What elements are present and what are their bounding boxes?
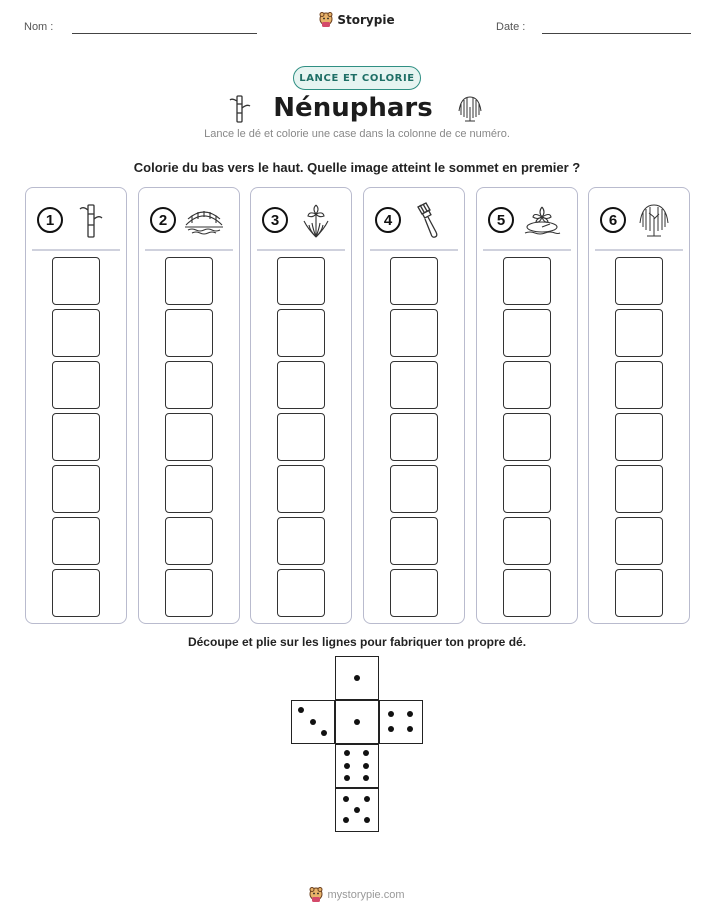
color-cell[interactable] [390, 361, 438, 409]
column-divider [145, 249, 233, 251]
color-cell[interactable] [615, 517, 663, 565]
willow-tree-icon [455, 93, 485, 123]
color-cell[interactable] [52, 309, 100, 357]
bamboo-icon [229, 92, 251, 124]
column-header [147, 200, 231, 240]
paintbrush-icon [409, 200, 449, 240]
cut-instruction: Découpe et plie sur les lignes pour fabriquer ton propre dé. [187, 635, 527, 649]
column-number: 2 [150, 207, 176, 233]
color-cell[interactable] [277, 517, 325, 565]
color-cell[interactable] [52, 361, 100, 409]
column-header [259, 200, 343, 240]
column-5 [476, 187, 578, 624]
name-label: Nom : [24, 21, 54, 33]
color-cell[interactable] [52, 465, 100, 513]
die-pip [364, 817, 370, 823]
die-face-1 [335, 656, 379, 700]
die-face-4 [379, 700, 423, 744]
die-pip [354, 675, 360, 681]
date-label: Date : [496, 21, 526, 33]
color-cell[interactable] [390, 309, 438, 357]
color-cell[interactable] [52, 257, 100, 305]
column-header [485, 200, 569, 240]
color-cell[interactable] [503, 309, 551, 357]
die-pip [310, 719, 316, 725]
die-pip [388, 711, 394, 717]
color-cell[interactable] [615, 465, 663, 513]
color-cell[interactable] [503, 257, 551, 305]
column-header [372, 200, 456, 240]
column-header [597, 200, 681, 240]
die-pip [344, 775, 350, 781]
color-cell[interactable] [277, 569, 325, 617]
die-pip [343, 817, 349, 823]
brand-name: Storypie [337, 13, 395, 27]
color-cell[interactable] [277, 309, 325, 357]
column-3 [250, 187, 352, 624]
subtitle: Lance le dé et colorie une case dans la colonne de ce numéro. [204, 128, 510, 140]
die-face-1 [335, 700, 379, 744]
color-cell[interactable] [277, 413, 325, 461]
column-divider [257, 249, 345, 251]
storypie-mascot-icon [319, 12, 333, 28]
color-cell[interactable] [503, 361, 551, 409]
footer [0, 887, 714, 903]
page-title: Nénuphars [273, 93, 433, 123]
date-line [542, 33, 691, 34]
color-cell[interactable] [615, 309, 663, 357]
iris-flower-icon [296, 200, 336, 240]
color-cell[interactable] [277, 257, 325, 305]
die-face-6 [335, 744, 379, 788]
die-pip [344, 763, 350, 769]
name-line [72, 33, 257, 34]
color-cell[interactable] [165, 569, 213, 617]
die-pip [388, 726, 394, 732]
die-pip [321, 730, 327, 736]
color-cell[interactable] [390, 465, 438, 513]
die-pip [363, 763, 369, 769]
color-cell[interactable] [615, 413, 663, 461]
color-cell[interactable] [277, 361, 325, 409]
column-4 [363, 187, 465, 624]
color-cell[interactable] [615, 569, 663, 617]
column-number: 5 [488, 207, 514, 233]
color-cell[interactable] [503, 413, 551, 461]
column-divider [32, 249, 120, 251]
column-number: 6 [600, 207, 626, 233]
die-pip [354, 719, 360, 725]
die-pip [363, 750, 369, 756]
footer-url: mystorypie.com [327, 889, 405, 901]
column-number: 1 [37, 207, 63, 233]
color-cell[interactable] [165, 309, 213, 357]
color-cell[interactable] [390, 257, 438, 305]
color-cell[interactable] [165, 413, 213, 461]
color-cell[interactable] [390, 569, 438, 617]
color-cell[interactable] [277, 465, 325, 513]
color-cell[interactable] [615, 361, 663, 409]
die-pip [363, 775, 369, 781]
color-cell[interactable] [390, 413, 438, 461]
column-number: 4 [375, 207, 401, 233]
color-cell[interactable] [165, 361, 213, 409]
color-cell[interactable] [390, 517, 438, 565]
bamboo-icon [71, 200, 111, 240]
willow-tree-icon [634, 200, 674, 240]
water-lily-icon [522, 200, 562, 240]
die-pip [344, 750, 350, 756]
brand-logo [0, 12, 714, 28]
color-cell[interactable] [52, 413, 100, 461]
die-face-5 [335, 788, 379, 832]
die-pip [343, 796, 349, 802]
die-face-3 [291, 700, 335, 744]
column-6 [588, 187, 690, 624]
title-row [0, 92, 714, 124]
die-pip [364, 796, 370, 802]
column-number: 3 [262, 207, 288, 233]
die-pip [354, 807, 360, 813]
column-2 [138, 187, 240, 624]
die-pip [298, 707, 304, 713]
color-cell[interactable] [165, 517, 213, 565]
color-cell[interactable] [503, 517, 551, 565]
instruction: Colorie du bas vers le haut. Quelle image atteint le sommet en premier ? [133, 160, 581, 175]
die-pip [407, 726, 413, 732]
activity-badge: LANCE ET COLORIE [293, 66, 421, 90]
color-cell[interactable] [52, 517, 100, 565]
column-divider [370, 249, 458, 251]
color-cell[interactable] [165, 465, 213, 513]
column-divider [595, 249, 683, 251]
storypie-mascot-icon [309, 887, 323, 903]
color-cell[interactable] [615, 257, 663, 305]
column-divider [483, 249, 571, 251]
column-header [34, 200, 118, 240]
column-1 [25, 187, 127, 624]
color-cell[interactable] [52, 569, 100, 617]
color-cell[interactable] [503, 569, 551, 617]
die-pip [407, 711, 413, 717]
color-cell[interactable] [165, 257, 213, 305]
color-cell[interactable] [503, 465, 551, 513]
bridge-icon [184, 200, 224, 240]
